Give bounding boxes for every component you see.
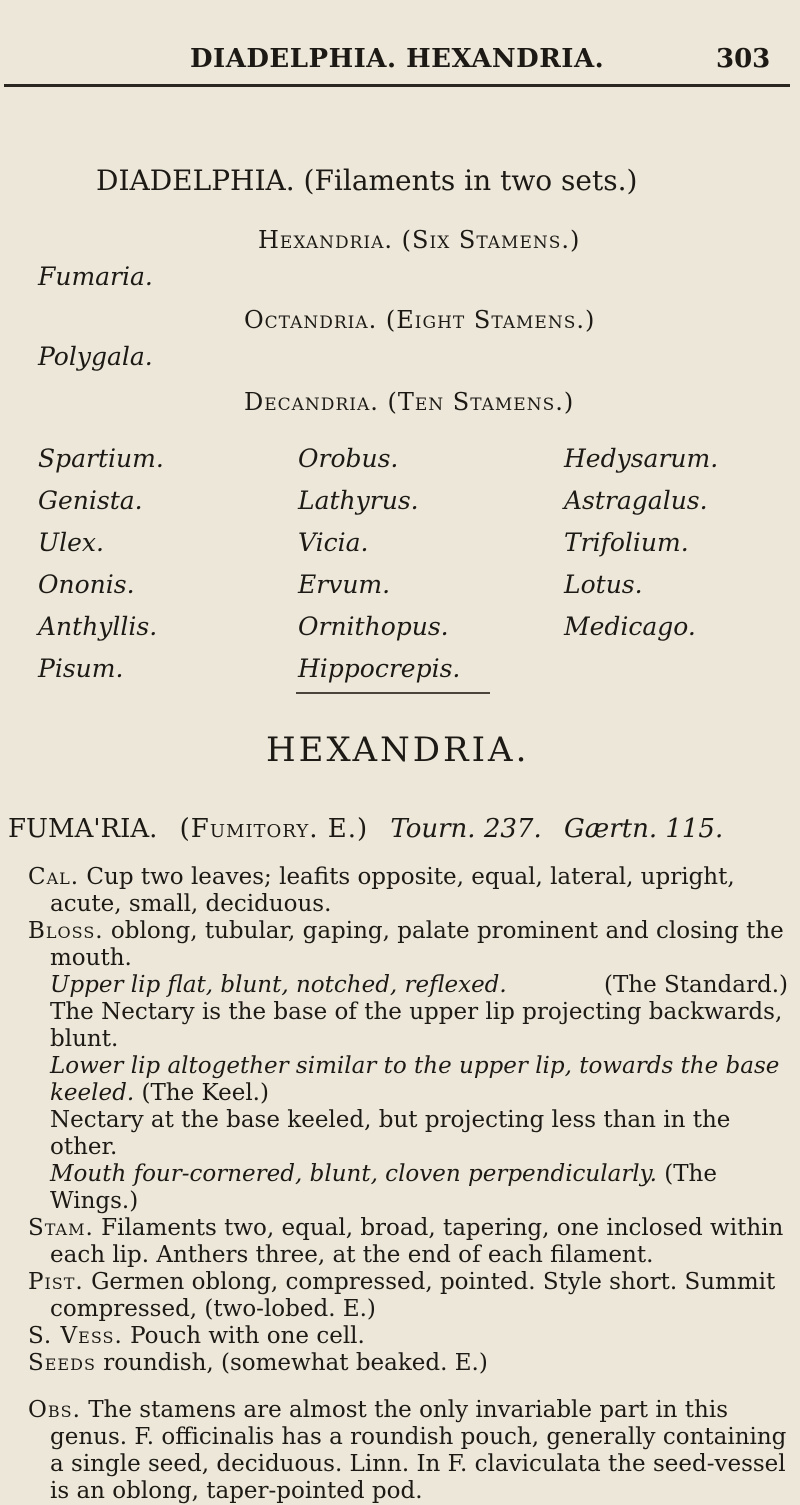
running-title: DIADELPHIA. HEXANDRIA. <box>190 44 605 74</box>
pistil-paragraph <box>28 1269 788 1323</box>
section-divider <box>296 692 490 694</box>
order-decandria: Decandria. (Ten Stamens.) <box>244 388 575 416</box>
section-heading: HEXANDRIA. <box>266 730 530 770</box>
header-rule <box>4 84 790 87</box>
genus-col3-item: Medicago. <box>564 612 696 641</box>
mouth-paragraph <box>28 1161 788 1215</box>
genus-col3-item: Lotus. <box>564 570 643 599</box>
calyx-paragraph <box>28 864 788 918</box>
entry-name: FUMA'RIA. <box>8 814 158 844</box>
page-number: 303 <box>716 44 771 74</box>
genus-col2-item: Lathyrus. <box>298 486 419 515</box>
calyx-text: Cup two leaves; leafits opposite, equal, lateral, upright, acute, small, deciduous. <box>50 864 735 917</box>
genus-col2-item: Ornithopus. <box>298 612 449 641</box>
genus-col1-item: Ononis. <box>38 570 135 599</box>
seeds-label: Seeds <box>28 1350 96 1376</box>
stamens-paragraph <box>28 1215 788 1269</box>
order-octandria: Octandria. (Eight Stamens.) <box>244 306 596 334</box>
genus-description <box>28 864 788 1505</box>
genus-col2-item: Orobus. <box>298 444 399 473</box>
lower-lip-note: (The Keel.) <box>141 1080 269 1106</box>
seed-vessel-paragraph <box>28 1323 788 1350</box>
upper-lip-text: Upper lip flat, blunt, notched, reflexed. <box>50 972 507 998</box>
genus-col2-item: Vicia. <box>298 528 369 557</box>
entry-common-name: (Fumitory. E.) <box>179 814 369 844</box>
seeds-paragraph <box>28 1350 788 1377</box>
seeds-text: roundish, (somewhat beaked. E.) <box>103 1350 488 1376</box>
lower-lip-text: Lower lip altogether similar to the upper lip, towards the base keeled. <box>50 1053 780 1106</box>
entry-ref-gaertn: Gærtn. 115. <box>563 814 724 844</box>
genus-col1-item: Anthyllis. <box>38 612 158 641</box>
class-heading: DIADELPHIA. (Filaments in two sets.) <box>96 164 638 197</box>
observations-paragraph <box>28 1397 788 1505</box>
genus-col1-item: Ulex. <box>38 528 104 557</box>
nectary-paragraph <box>28 999 788 1053</box>
entry-heading <box>8 814 723 844</box>
mouth-note: (The Wings.) <box>50 1161 717 1214</box>
genus-col3-item: Trifolium. <box>564 528 689 557</box>
observations-label: Obs. <box>28 1397 81 1423</box>
order-hexandria: Hexandria. (Six Stamens.) <box>258 226 581 254</box>
genus-col1-item: Genista. <box>38 486 143 515</box>
entry-ref-tourn: Tourn. 237. <box>390 814 542 844</box>
observations-text: The stamens are almost the only invariable part in this genus. F. officinalis has a roundish pouch, generally containing a single seed, deciduous. Linn. In F. claviculata the seed-vessel is an oblong, taper-pointed pod. <box>50 1397 787 1504</box>
genus-col2-item: Hippocrepis. <box>298 654 461 683</box>
stamens-label: Stam. <box>28 1215 94 1241</box>
pistil-text: Germen oblong, compressed, pointed. Style short. Summit compressed, (two-lobed. E.) <box>50 1269 776 1322</box>
genus-col1-item: Spartium. <box>38 444 164 473</box>
genus-col2-item: Ervum. <box>298 570 391 599</box>
seed-vessel-label: S. Vess. <box>28 1323 123 1349</box>
pistil-label: Pist. <box>28 1269 84 1295</box>
genus-col3-item: Astragalus. <box>564 486 708 515</box>
blossom-label: Bloss. <box>28 918 104 944</box>
mouth-text: Mouth four-cornered, blunt, cloven perpendicularly. <box>50 1161 657 1187</box>
nectary-base-text: Nectary at the base keeled, but projecting less than in the other. <box>50 1107 731 1160</box>
nectary-text: The Nectary is the base of the upper lip projecting backwards, blunt. <box>50 999 783 1052</box>
genus-polygala: Polygala. <box>38 342 153 371</box>
upper-lip-note: (The Standard.) <box>603 972 788 998</box>
nectary-base-paragraph <box>28 1107 788 1161</box>
upper-lip-paragraph <box>28 972 788 999</box>
lower-lip-paragraph <box>28 1053 788 1107</box>
genus-fumaria: Fumaria. <box>38 262 153 291</box>
stamens-text: Filaments two, equal, broad, tapering, one inclosed within each lip. Anthers three, at the end of each filament. <box>50 1215 784 1268</box>
genus-col1-item: Pisum. <box>38 654 124 683</box>
blossom-paragraph <box>28 918 788 972</box>
calyx-label: Cal. <box>28 864 80 890</box>
blossom-text: oblong, tubular, gaping, palate prominent and closing the mouth. <box>50 918 784 971</box>
seed-vessel-text: Pouch with one cell. <box>130 1323 365 1349</box>
genus-col3-item: Hedysarum. <box>564 444 719 473</box>
